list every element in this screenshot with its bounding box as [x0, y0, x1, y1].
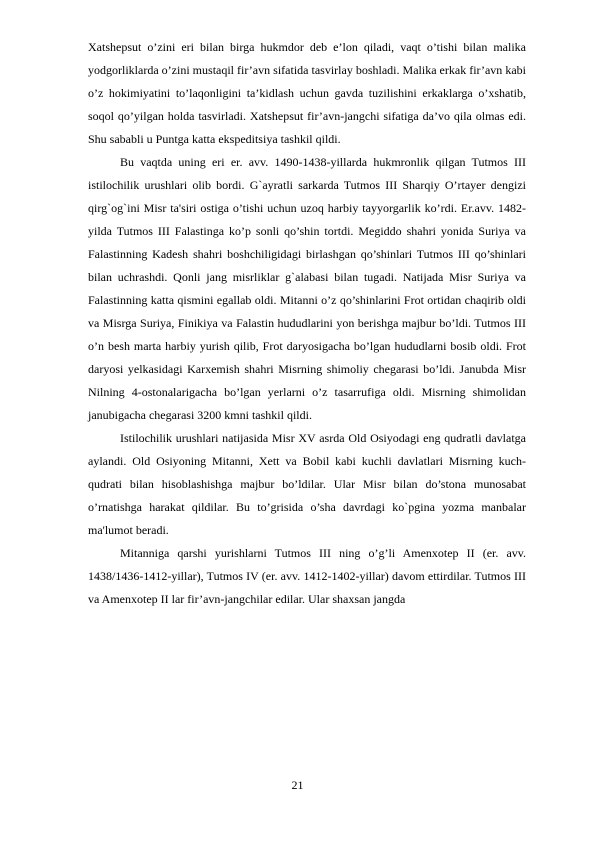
paragraph-4: Mitanniga qarshi yurishlarni Tutmos III ning o’g’li Amenxotep II (er. avv. 1438/1436-1412-yillar), Tutmos IV (er. avv. 1412-1402-yillar) davom ettirdilar. Tutmos III va Amenxotep II lar fir’avn-jangchilar edilar. Ular shaxsan jangda	[88, 546, 526, 606]
page-number: 21	[291, 778, 304, 792]
paragraph-1: Xatshepsut o’zini eri bilan birga hukmdor deb e’lon qiladi, vaqt o’tishi bilan malika yodgorliklarda o’zini mustaqil fir’avn sifatida tasvirlay boshladi. Malika erkak fir’avn kabi o’z hokimiyatini to’laqonligini ta’kidlash uchun gavda tuzilishini erkaklarga o’xshatib, soqol qo’yilgan holda tasvirladi. Xatshepsut fir’avn-jangchi sifatiga da’vo qila olmas edi. Shu sababli u Puntga katta ekspeditsiya tashkil qildi.	[88, 40, 526, 146]
paragraph-2: Bu vaqtda uning eri er. avv. 1490-1438-yillarda hukmronlik qilgan Tutmos III istilochilik urushlari olib bordi. G`ayratli sarkarda Tutmos III Sharqiy O’rtayer dengizi qirg`og`ini Misr ta'siri ostiga o’tishi uchun uzoq harbiy tayyorgarlik ko’rdi. Er.avv. 1482-yilda Tutmos III Falastinga ko’p sonli qo’shin tortdi. Megiddo shahri yonida Suriya va Falastinning Kadesh shahri boshchiligidagi birlashgan qo’shinlari Tutmos III qo’shinlari bilan uchrashdi. Qonli jang misrliklar g`alabasi bilan tugadi. Natijada Misr Suriya va Falastinning katta qismini egallab oldi. Mitanni o’z qo’shinlarini Frot ortidan chaqirib oldi va Misrga Suriya, Finikiya va Falastin hududlarini yon berishga majbur bo’ldi. Tutmos III o’n besh marta harbiy yurish qilib, Frot daryosigacha bo’lgan hududlarni bosib oldi. Frot daryosi yelkasidagi Karxemish shahri Misrning shimoliy chegarasi bo’ldi. Janubda Misr Nilning 4-ostonalarigacha bo’lgan yerlarni o’z tasarrufiga oldi. Misrning shimolidan janubigacha chegarasi 3200 kmni tashkil qildi.	[88, 155, 526, 422]
document-body	[88, 36, 526, 611]
paragraph-3: Istilochilik urushlari natijasida Misr XV asrda Old Osiyodagi eng qudratli davlatga aylandi. Old Osiyoning Mitanni, Xett va Bobil kabi kuchli davlatlari Misrning kuch-qudrati bilan hisoblashishga majbur bo’ldilar. Ular Misr bilan do’stona munosabat o’rnatishga harakat qildilar. Bu to’grisida o’sha davrdagi ko`pgina yozma manbalar ma'lumot beradi.	[88, 431, 526, 537]
